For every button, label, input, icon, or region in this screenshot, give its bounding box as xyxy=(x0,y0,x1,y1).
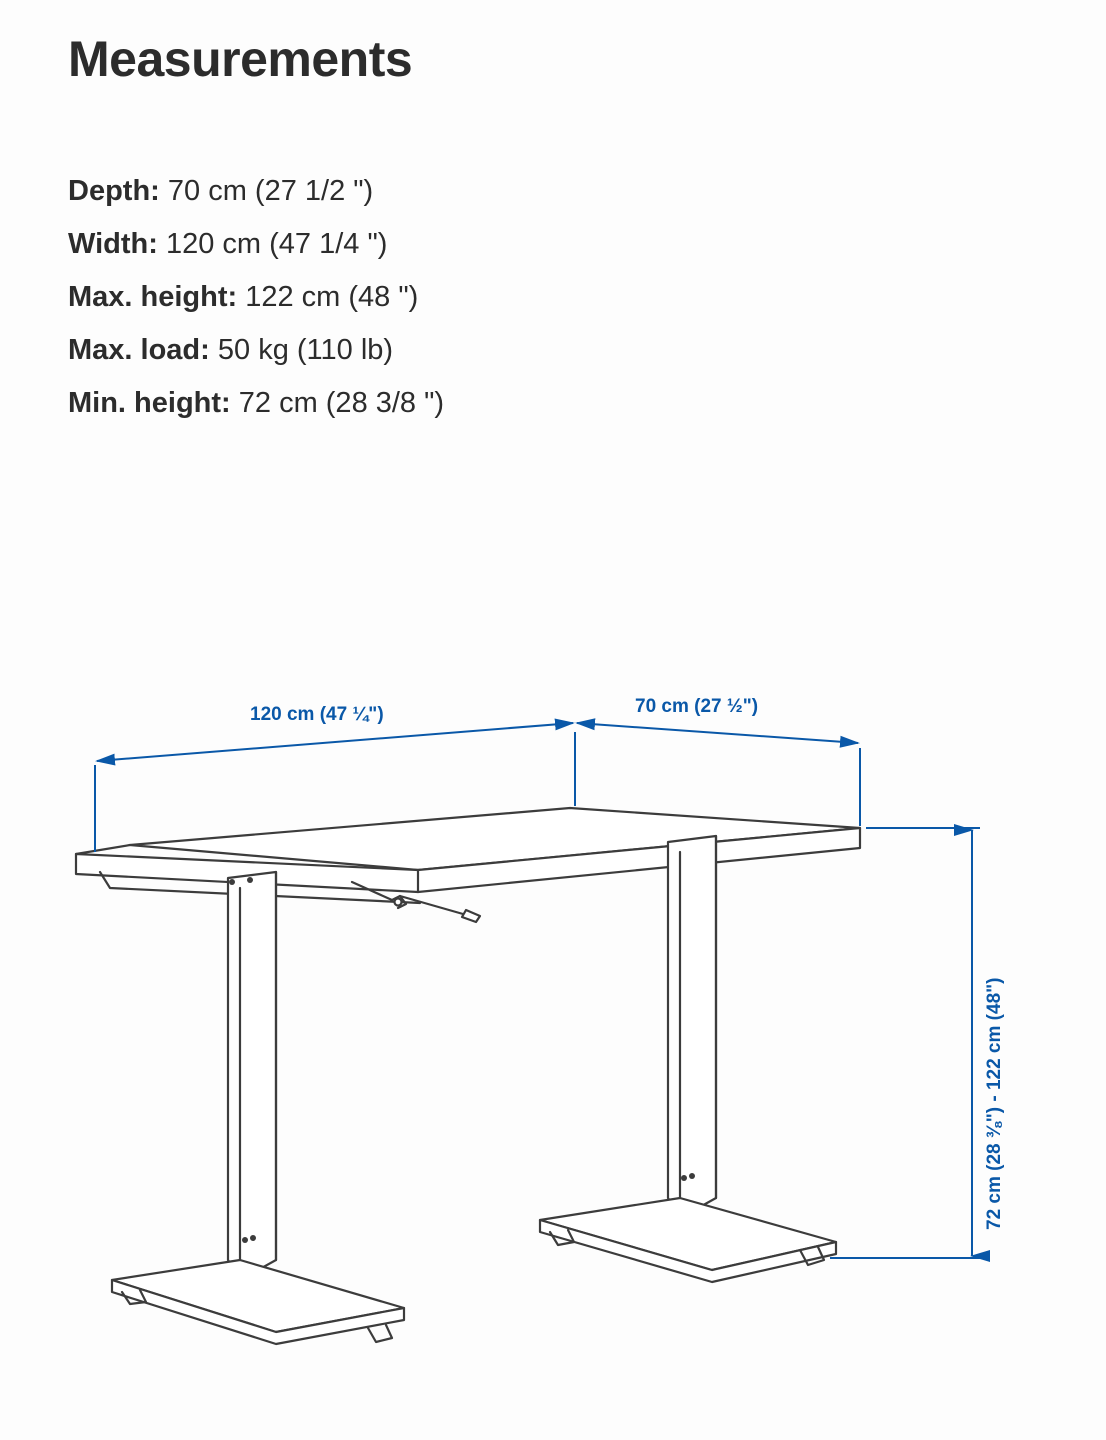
spec-row xyxy=(68,165,968,218)
spec-label: Width: xyxy=(68,228,158,260)
spec-value: 72 cm (28 3/8 ") xyxy=(238,387,445,419)
page-title: Measurements xyxy=(68,31,413,87)
spec-value: 50 kg (110 lb) xyxy=(217,334,394,366)
width-dimension-label: 120 cm (47 ¼") xyxy=(250,704,384,725)
spec-row xyxy=(68,377,968,430)
spec-row xyxy=(68,324,968,377)
desk-dimension-diagram xyxy=(0,620,1106,1410)
spec-row xyxy=(68,218,968,271)
spec-value: 70 cm (27 1/2 ") xyxy=(167,175,374,207)
spec-row xyxy=(68,271,968,324)
spec-label: Max. height: xyxy=(68,281,238,313)
spec-label: Max. load: xyxy=(68,334,210,366)
depth-dimension-label: 70 cm (27 ½") xyxy=(635,696,759,717)
spec-label: Min. height: xyxy=(68,387,231,419)
spec-value: 122 cm (48 ") xyxy=(245,281,419,313)
spec-value: 120 cm (47 1/4 ") xyxy=(165,228,388,260)
height-dimension-label: 72 cm (28 ⅜") - 122 cm (48") xyxy=(984,977,1005,1230)
desk-line-drawing xyxy=(76,808,860,1344)
specification-list xyxy=(68,165,968,430)
spec-label: Depth: xyxy=(68,175,160,207)
